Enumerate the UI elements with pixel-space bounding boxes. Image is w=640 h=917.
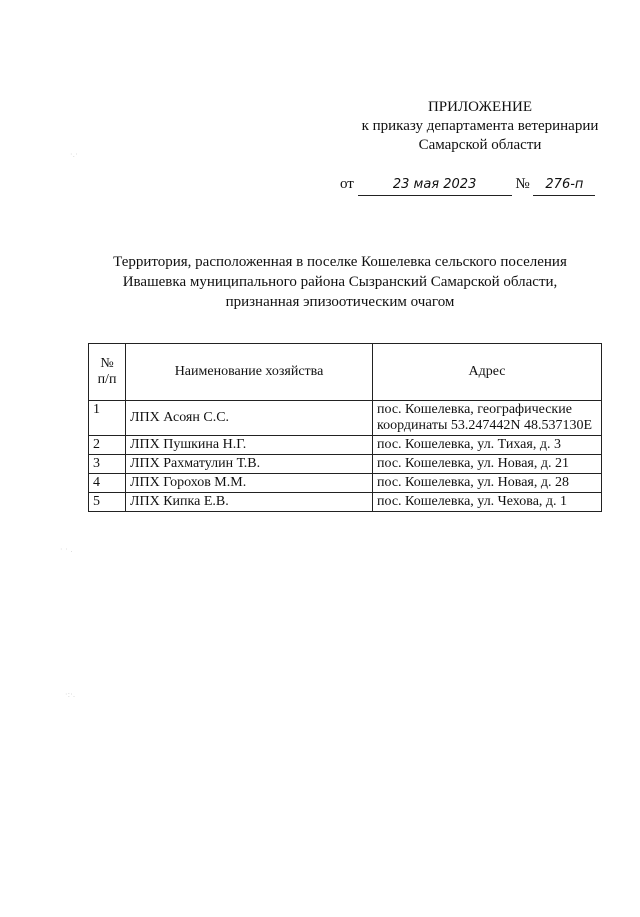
table-row <box>89 455 602 474</box>
title-line-1: Территория, расположенная в поселке Кошелевка сельского поселения <box>113 254 567 270</box>
order-from-label: от <box>340 176 354 192</box>
scan-speck: ·:·. <box>65 690 76 699</box>
scan-speck: · · . <box>60 545 73 554</box>
appendix-header <box>340 98 620 155</box>
appendix-line-2: Самарской области <box>418 137 542 153</box>
row-name: ЛПХ Асоян С.С. <box>126 401 373 436</box>
row-name: ЛПХ Рахматулин Т.В. <box>126 455 373 474</box>
order-number-label: № <box>515 176 530 192</box>
row-address: пос. Кошелевка, ул. Новая, д. 21 <box>373 455 602 474</box>
order-reference <box>340 174 620 196</box>
table-row <box>89 493 602 512</box>
appendix-line-1: к приказу департамента ветеринарии <box>361 118 599 134</box>
row-num: 4 <box>89 474 126 493</box>
appendix-title: ПРИЛОЖЕНИЕ <box>427 99 533 115</box>
households-table <box>88 343 602 512</box>
row-address: пос. Кошелевка, ул. Чехова, д. 1 <box>373 493 602 512</box>
order-date-handwritten: 23 мая 2023 <box>358 175 512 196</box>
title-line-2: Ивашевка муниципального района Сызранский Самарской области, <box>122 274 558 290</box>
row-name: ЛПХ Горохов М.М. <box>126 474 373 493</box>
row-address: пос. Кошелевка, географические координаты 53.247442N 48.537130E <box>373 401 602 436</box>
row-name: ЛПХ Пушкина Н.Г. <box>126 436 373 455</box>
header-num: № п/п <box>89 344 126 401</box>
header-address: Адрес <box>373 344 602 401</box>
table-row <box>89 474 602 493</box>
order-number-handwritten: 276-п <box>533 175 595 196</box>
row-num: 3 <box>89 455 126 474</box>
table-row <box>89 436 602 455</box>
row-num: 2 <box>89 436 126 455</box>
row-num: 5 <box>89 493 126 512</box>
table-header-row <box>89 344 602 401</box>
row-address: пос. Кошелевка, ул. Тихая, д. 3 <box>373 436 602 455</box>
title-line-3: признанная эпизоотическим очагом <box>225 294 455 310</box>
row-name: ЛПХ Кипка Е.В. <box>126 493 373 512</box>
document-title <box>100 252 580 312</box>
row-num: 1 <box>89 401 126 436</box>
table-row <box>89 401 602 436</box>
scan-speck: ·.· <box>70 150 78 159</box>
header-name: Наименование хозяйства <box>126 344 373 401</box>
row-address: пос. Кошелевка, ул. Новая, д. 28 <box>373 474 602 493</box>
